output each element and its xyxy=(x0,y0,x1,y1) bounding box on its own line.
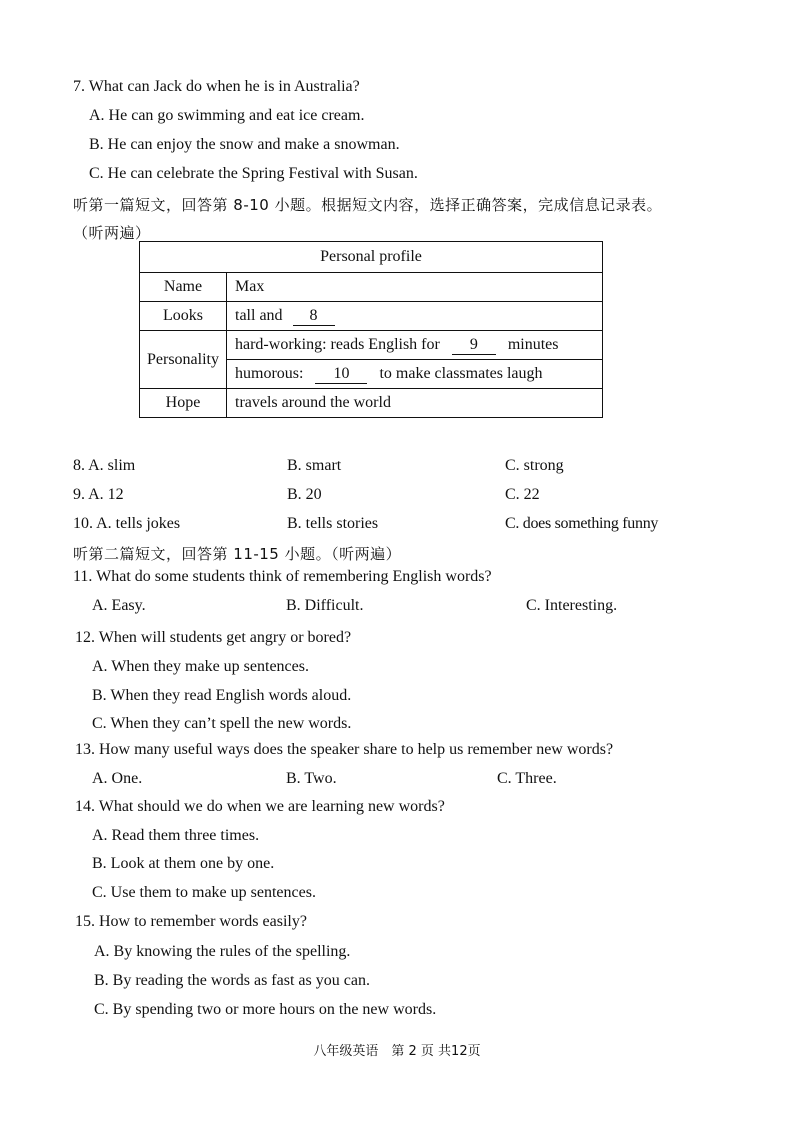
q10-option-c: C. does something funny xyxy=(505,515,659,532)
hope-value: travels around the world xyxy=(227,389,603,418)
q7-option-c: C. He can celebrate the Spring Festival with Susan. xyxy=(89,165,418,182)
blank-9: 9 xyxy=(452,336,496,355)
q8-option-b: B. smart xyxy=(287,457,342,474)
looks-prefix: tall and xyxy=(235,306,283,324)
looks-cell xyxy=(227,302,603,331)
q13-option-a: A. One. xyxy=(92,770,143,787)
hardworking-suffix: minutes xyxy=(507,335,559,353)
question-15: 15. How to remember words easily? xyxy=(75,913,307,930)
q13-option-b: B. Two. xyxy=(286,770,337,787)
q11-option-c: C. Interesting. xyxy=(526,597,618,614)
blank-8: 8 xyxy=(293,307,335,326)
question-14: 14. What should we do when we are learning new words? xyxy=(75,798,445,815)
section1-note: （听两遍） xyxy=(73,224,151,242)
q10-option-a: 10. A. tells jokes xyxy=(73,515,181,532)
personality-label: Personality xyxy=(140,331,227,389)
personality-humorous-cell xyxy=(227,360,603,389)
hardworking-prefix: hard-working: reads English for xyxy=(235,335,440,353)
humorous-prefix: humorous: xyxy=(235,364,304,382)
q12-option-c: C. When they can’t spell the new words. xyxy=(92,715,352,732)
q15-option-a: A. By knowing the rules of the spelling. xyxy=(94,943,351,960)
humorous-suffix: to make classmates laugh xyxy=(379,364,543,382)
question-13: 13. How many useful ways does the speaker share to help us remember new words? xyxy=(75,741,614,758)
name-value: Max xyxy=(227,273,603,302)
q14-option-a: A. Read them three times. xyxy=(92,827,260,844)
hope-label: Hope xyxy=(140,389,227,418)
section2-instruction: 听第二篇短文，回答第 11-15 小题。（听两遍） xyxy=(73,545,402,563)
q12-option-b: B. When they read English words aloud. xyxy=(92,687,352,704)
q10-option-b: B. tells stories xyxy=(287,515,379,532)
name-label: Name xyxy=(140,273,227,302)
q8-option-a: 8. A. slim xyxy=(73,457,136,474)
q8-option-c: C. strong xyxy=(505,457,564,474)
page-footer: 八年级英语 第 2 页 共12页 xyxy=(313,1044,481,1059)
q14-option-c: C. Use them to make up sentences. xyxy=(92,884,316,901)
personal-profile-table xyxy=(139,241,603,418)
blank-10: 10 xyxy=(315,365,367,384)
q15-option-c: C. By spending two or more hours on the new words. xyxy=(94,1001,437,1018)
q11-option-b: B. Difficult. xyxy=(286,597,364,614)
q7-option-a: A. He can go swimming and eat ice cream. xyxy=(89,107,365,124)
looks-label: Looks xyxy=(140,302,227,331)
q12-option-a: A. When they make up sentences. xyxy=(92,658,309,675)
section1-instruction: 听第一篇短文，回答第 8-10 小题。根据短文内容，选择正确答案，完成信息记录表。 xyxy=(73,196,663,214)
q9-option-a: 9. A. 12 xyxy=(73,486,124,503)
question-12: 12. When will students get angry or bored? xyxy=(75,629,352,646)
q9-option-b: B. 20 xyxy=(287,486,322,503)
q15-option-b: B. By reading the words as fast as you can. xyxy=(94,972,370,989)
q11-option-a: A. Easy. xyxy=(92,597,146,614)
q9-option-c: C. 22 xyxy=(505,486,540,503)
q14-option-b: B. Look at them one by one. xyxy=(92,855,275,872)
question-7: 7. What can Jack do when he is in Australia? xyxy=(73,78,360,95)
q7-option-b: B. He can enjoy the snow and make a snowman. xyxy=(89,136,400,153)
question-11: 11. What do some students think of remembering English words? xyxy=(73,568,492,585)
profile-title: Personal profile xyxy=(140,242,603,273)
personality-hardworking-cell xyxy=(227,331,603,360)
q13-option-c: C. Three. xyxy=(497,770,557,787)
